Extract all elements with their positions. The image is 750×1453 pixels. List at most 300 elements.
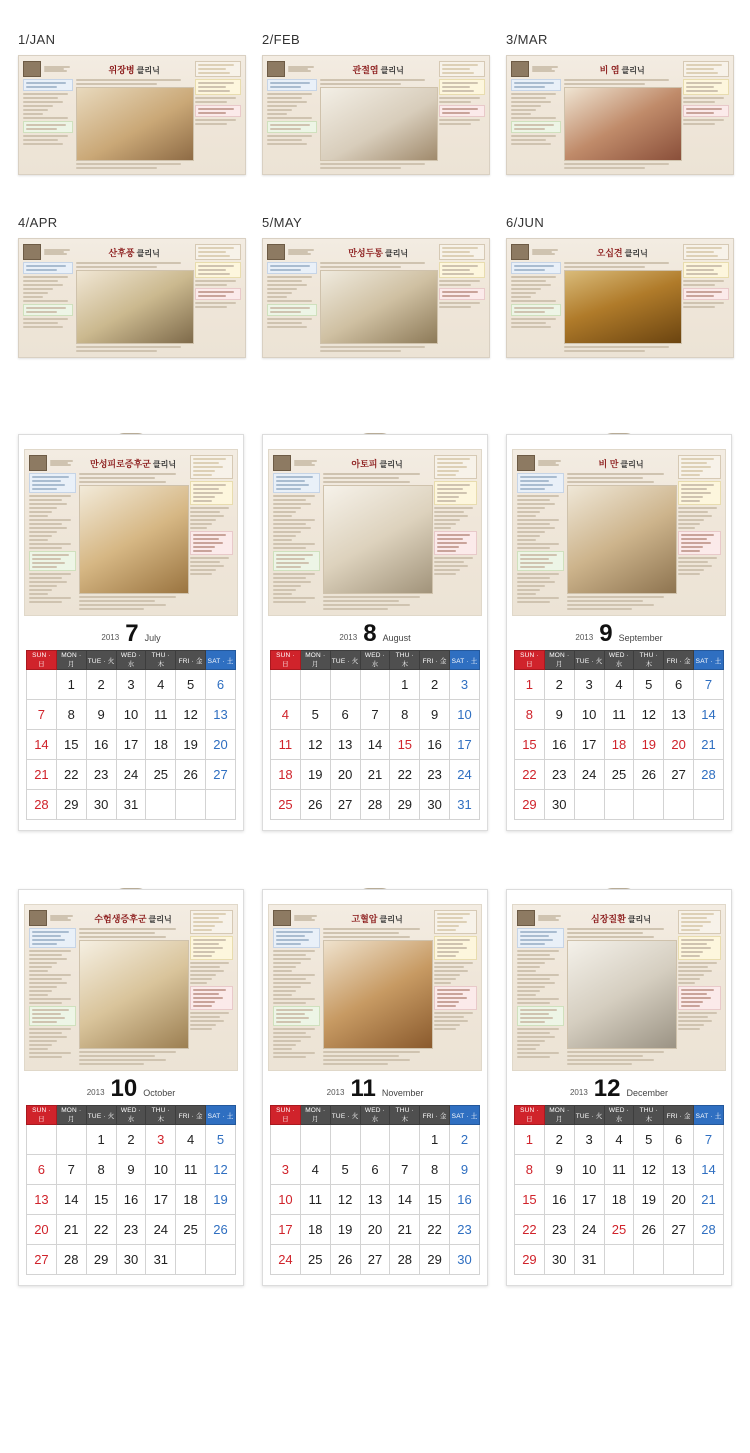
calendar-day-cell[interactable]: 3 [146,1125,176,1155]
calendar-day-cell[interactable]: 18 [146,730,176,760]
calendar-day-cell[interactable]: 24 [574,760,604,790]
calendar-day-cell[interactable] [390,1125,420,1155]
calendar-day-cell[interactable]: 28 [694,1215,724,1245]
calendar-day-cell[interactable] [56,1125,86,1155]
calendar-day-cell[interactable]: 19 [300,760,330,790]
text-line [29,1040,57,1042]
calendar-day-cell[interactable] [360,670,390,700]
thumbnail-month-5[interactable] [262,215,488,358]
calendar-day-cell[interactable] [604,1245,634,1275]
text-line [273,573,315,575]
calendar-day-cell[interactable] [634,790,664,820]
text-line [686,68,714,70]
calendar-day-cell[interactable]: 15 [515,730,545,760]
calendar-day-cell[interactable]: 25 [604,760,634,790]
calendar-day-cell[interactable]: 4 [146,670,176,700]
calendar-day-cell[interactable]: 14 [27,730,57,760]
calendar-day-cell[interactable]: 14 [694,1155,724,1185]
calendar-month-12[interactable] [506,889,732,1286]
calendar-day-cell[interactable]: 26 [330,1245,360,1275]
calendar-day-cell[interactable]: 13 [664,700,694,730]
calendar-day-cell[interactable]: 6 [330,700,360,730]
thumbnail-month-2[interactable] [262,32,488,175]
calendar-day-cell[interactable]: 9 [116,1155,146,1185]
calendar-day-cell[interactable]: 12 [176,700,206,730]
text-line [442,265,478,267]
calendar-month-8[interactable] [262,434,488,831]
calendar-day-cell[interactable]: 12 [634,700,664,730]
calendar-day-cell[interactable]: 12 [206,1155,236,1185]
calendar-day-cell[interactable] [27,1125,57,1155]
calendar-month-9[interactable] [506,434,732,831]
calendar-day-cell[interactable]: 22 [515,1215,545,1245]
calendar-day-cell[interactable] [664,1245,694,1275]
calendar-day-cell[interactable]: 29 [56,790,86,820]
calendar-day-cell[interactable]: 28 [694,760,724,790]
calendar-day-cell[interactable]: 25 [271,790,301,820]
calendar-day-cell[interactable]: 26 [634,760,664,790]
calendar-day-cell[interactable] [27,670,57,700]
calendar-day-cell[interactable]: 2 [544,1125,574,1155]
calendar-day-cell[interactable]: 1 [390,670,420,700]
calendar-day-cell[interactable]: 21 [694,730,724,760]
text-line [29,986,57,988]
calendar-day-cell[interactable]: 31 [574,1245,604,1275]
calendar-day-cell[interactable]: 5 [206,1125,236,1155]
calendar-day-cell[interactable]: 7 [27,700,57,730]
calendar-day-cell[interactable]: 9 [86,700,116,730]
calendar-day-cell[interactable] [694,790,724,820]
calendar-day-cell[interactable]: 29 [390,790,420,820]
text-line [511,109,536,111]
calendar-month-7[interactable] [18,434,244,831]
calendar-day-cell[interactable]: 22 [390,760,420,790]
poster-title-row [323,910,431,926]
text-line [514,311,545,313]
calendar-day-cell[interactable]: 6 [360,1155,390,1185]
poster-center-column [323,455,431,610]
calendar-day-cell[interactable]: 14 [390,1185,420,1215]
calendar-day-cell[interactable] [300,670,330,700]
calendar-day-cell[interactable]: 4 [176,1125,206,1155]
calendar-day-cell[interactable]: 30 [86,790,116,820]
calendar-day-cell[interactable]: 3 [574,670,604,700]
calendar-day-cell[interactable]: 10 [146,1155,176,1185]
poster-tip-box [273,551,320,571]
calendar-day-cell[interactable]: 26 [206,1215,236,1245]
calendar-day-cell[interactable]: 24 [271,1245,301,1275]
calendar-day-cell[interactable]: 17 [116,730,146,760]
calendar-day-cell[interactable] [664,790,694,820]
text-line [686,72,718,74]
calendar-day-cell[interactable]: 19 [634,1185,664,1215]
calendar-day-cell[interactable]: 13 [664,1155,694,1185]
text-line [79,473,176,475]
calendar-day-cell[interactable] [146,790,176,820]
calendar-day-cell[interactable]: 4 [271,700,301,730]
calendar-day-cell[interactable]: 25 [146,760,176,790]
calendar-day-cell[interactable]: 16 [544,730,574,760]
calendar-day-cell[interactable]: 1 [86,1125,116,1155]
text-line [190,557,229,559]
poster-left-column [29,910,76,1065]
calendar-day-cell[interactable] [176,1245,206,1275]
calendar-day-cell[interactable]: 11 [146,700,176,730]
calendar-day-cell[interactable]: 2 [86,670,116,700]
calendar-day-cell[interactable]: 7 [360,700,390,730]
poster-author-block [517,455,564,471]
calendar-day-cell[interactable]: 15 [390,730,420,760]
calendar-day-cell[interactable]: 12 [330,1185,360,1215]
calendar-day-cell[interactable]: 11 [604,700,634,730]
calendar-day-cell[interactable]: 20 [330,760,360,790]
calendar-day-cell[interactable]: 19 [206,1185,236,1215]
text-line [29,543,71,545]
text-line [270,307,310,309]
poster-side-box-yellow [195,262,241,278]
calendar-day-cell[interactable]: 10 [450,700,480,730]
calendar-day-cell[interactable]: 15 [86,1185,116,1215]
calendar-day-cell[interactable]: 21 [390,1215,420,1245]
calendar-day-cell[interactable]: 11 [176,1155,206,1185]
calendar-day-cell[interactable]: 4 [604,670,634,700]
calendar-day-cell[interactable]: 10 [271,1185,301,1215]
calendar-day-cell[interactable]: 2 [420,670,450,700]
calendar-day-cell[interactable]: 6 [664,1125,694,1155]
text-line [683,302,724,304]
text-line [439,123,471,125]
calendar-day-cell[interactable]: 19 [176,730,206,760]
calendar-day-cell[interactable]: 10 [574,700,604,730]
calendar-day-cell[interactable]: 6 [27,1155,57,1185]
calendar-day-cell[interactable]: 16 [450,1185,480,1215]
calendar-day-cell[interactable]: 15 [56,730,86,760]
poster-author-block [517,910,564,926]
calendar-day-cell[interactable]: 29 [86,1245,116,1275]
weekday-header-6: SAT · 土 [450,1106,480,1125]
text-line [683,101,715,103]
text-line [190,573,211,575]
calendar-day-cell[interactable]: 14 [360,730,390,760]
calendar-day-cell[interactable]: 6 [664,670,694,700]
calendar-day-cell[interactable]: 13 [360,1185,390,1215]
calendar-day-cell[interactable] [634,1245,664,1275]
calendar-day-cell[interactable]: 27 [360,1245,390,1275]
calendar-day-cell[interactable]: 29 [515,1245,545,1275]
calendar-day-cell[interactable] [694,1245,724,1275]
poster-tip-box [511,304,561,316]
calendar-day-cell[interactable]: 22 [56,760,86,790]
text-line [439,101,471,103]
calendar-day-cell[interactable]: 10 [574,1155,604,1185]
calendar-day-cell[interactable]: 19 [330,1215,360,1245]
calendar-day-cell[interactable]: 21 [27,760,57,790]
calendar-day-cell[interactable]: 30 [116,1245,146,1275]
calendar-day-cell[interactable]: 21 [694,1185,724,1215]
calendar-day-cell[interactable]: 16 [86,730,116,760]
text-line [434,1024,460,1026]
calendar-day-cell[interactable]: 23 [420,760,450,790]
calendar-day-cell[interactable]: 9 [450,1155,480,1185]
calendar-day-cell[interactable] [300,1125,330,1155]
calendar-day-cell[interactable]: 17 [450,730,480,760]
calendar-day-cell[interactable]: 29 [515,790,545,820]
calendar-day-cell[interactable]: 8 [515,1155,545,1185]
calendar-day-cell[interactable]: 12 [634,1155,664,1185]
text-line [273,547,306,549]
text-line [678,573,699,575]
text-line [532,253,555,255]
text-line [511,318,556,320]
calendar-header-row [27,651,236,670]
calendar-day-cell[interactable] [206,790,236,820]
calendar-day-cell[interactable]: 5 [176,670,206,700]
calendar-week-row [27,1125,236,1155]
calendar-day-cell[interactable]: 13 [330,730,360,760]
calendar-day-cell[interactable]: 18 [300,1215,330,1245]
calendar-day-cell[interactable]: 14 [56,1185,86,1215]
calendar-day-cell[interactable]: 20 [360,1215,390,1245]
calendar-day-cell[interactable]: 29 [420,1245,450,1275]
text-line [276,939,309,941]
text-line [29,950,71,952]
weekday-header-1: MON · 月 [300,651,330,670]
calendar-day-cell[interactable]: 5 [330,1155,360,1185]
text-line [442,273,474,275]
text-line [29,507,57,509]
thumbnail-month-3[interactable] [506,32,732,175]
text-line [193,917,219,919]
calendar-day-cell[interactable]: 3 [116,670,146,700]
poster-tip-box [517,1006,564,1026]
calendar-day-cell[interactable]: 18 [604,1185,634,1215]
calendar-day-cell[interactable]: 6 [206,670,236,700]
text-line [270,128,301,130]
doctor-photo [23,61,41,77]
calendar-day-cell[interactable]: 7 [390,1155,420,1185]
calendar-day-cell[interactable]: 1 [515,670,545,700]
calendar-day-cell[interactable]: 9 [544,1155,574,1185]
calendar-day-cell[interactable]: 24 [146,1215,176,1245]
text-line [681,955,699,957]
text-line [29,1052,71,1054]
text-line [198,112,226,114]
poster-photo [320,87,438,161]
calendar-day-cell[interactable]: 27 [330,790,360,820]
text-line [193,538,219,540]
text-line [439,306,471,308]
text-line [276,943,301,945]
calendar-day-cell[interactable]: 16 [420,730,450,760]
calendar-day-cell[interactable]: 11 [604,1155,634,1185]
text-line [32,488,57,490]
calendar-day-cell[interactable]: 17 [271,1215,301,1245]
weekday-header-3: WED · 水 [604,1106,634,1125]
thumbnail-month-6[interactable] [506,215,732,358]
text-line [267,101,307,103]
calendar-day-cell[interactable]: 5 [634,1125,664,1155]
calendar-day-cell[interactable]: 9 [420,700,450,730]
calendar-day-cell[interactable]: 17 [146,1185,176,1215]
poster-title: 고혈압 클리닉 [351,913,403,924]
calendar-day-cell[interactable]: 4 [300,1155,330,1185]
calendar-day-cell[interactable]: 27 [664,760,694,790]
calendar-table [270,650,480,820]
text-line [29,990,52,992]
calendar-day-cell[interactable]: 4 [604,1125,634,1155]
calendar-day-cell[interactable]: 24 [116,760,146,790]
text-line [193,1001,215,1003]
calendar-day-cell[interactable]: 31 [450,790,480,820]
calendar-day-cell[interactable]: 2 [450,1125,480,1155]
calendar-day-cell[interactable]: 25 [300,1245,330,1275]
calendar-day-cell[interactable]: 16 [544,1185,574,1215]
calendar-day-cell[interactable]: 5 [300,700,330,730]
calendar-day-cell[interactable]: 9 [544,700,574,730]
calendar-day-cell[interactable]: 1 [56,670,86,700]
calendar-day-cell[interactable]: 27 [27,1245,57,1275]
text-line [26,124,66,126]
calendar-day-cell[interactable]: 30 [544,1245,574,1275]
text-line [323,928,420,930]
calendar-day-cell[interactable]: 23 [544,760,574,790]
calendar-day-cell[interactable]: 21 [360,760,390,790]
calendar-month-header [19,1071,243,1105]
calendar-day-cell[interactable]: 25 [604,1215,634,1245]
calendar-day-cell[interactable]: 19 [634,730,664,760]
calendar-day-cell[interactable]: 15 [420,1185,450,1215]
calendar-day-cell[interactable]: 20 [664,1185,694,1215]
calendar-day-cell[interactable]: 31 [146,1245,176,1275]
calendar-day-cell[interactable]: 8 [86,1155,116,1185]
calendar-day-cell[interactable] [604,790,634,820]
text-line [517,543,559,545]
calendar-day-cell[interactable]: 2 [544,670,574,700]
calendar-day-cell[interactable]: 22 [420,1215,450,1245]
calendar-day-cell[interactable] [574,790,604,820]
text-line [678,557,717,559]
calendar-day-cell[interactable]: 7 [56,1155,86,1185]
text-line [76,262,180,264]
calendar-day-cell[interactable]: 23 [116,1215,146,1245]
calendar-months-section [0,416,750,1286]
calendar-day-cell[interactable]: 8 [515,700,545,730]
text-line [193,1005,211,1007]
calendar-day-cell[interactable]: 28 [27,790,57,820]
calendar-day-cell[interactable]: 18 [271,760,301,790]
calendar-day-cell[interactable]: 17 [574,1185,604,1215]
calendar-day-cell[interactable]: 21 [56,1215,86,1245]
text-line [437,492,466,494]
thumbnail-month-4[interactable] [18,215,244,358]
poster-tip-box [29,551,76,571]
calendar-day-cell[interactable]: 1 [515,1125,545,1155]
calendar-month-10[interactable] [18,889,244,1286]
calendar-day-cell[interactable]: 23 [544,1215,574,1245]
thumbnail-month-1[interactable] [18,32,244,175]
calendar-day-cell[interactable]: 20 [206,730,236,760]
calendar-day-cell[interactable]: 24 [450,760,480,790]
calendar-day-cell[interactable]: 16 [116,1185,146,1215]
text-line [29,978,62,980]
text-line [434,1028,455,1030]
calendar-day-cell[interactable]: 8 [420,1155,450,1185]
calendar-day-cell[interactable]: 18 [176,1185,206,1215]
calendar-day-cell[interactable]: 8 [56,700,86,730]
calendar-day-cell[interactable]: 27 [206,760,236,790]
calendar-day-cell[interactable] [176,790,206,820]
calendar-day-cell[interactable]: 30 [450,1245,480,1275]
calendar-day-cell[interactable]: 3 [450,670,480,700]
calendar-day-cell[interactable]: 28 [390,1245,420,1275]
calendar-day-cell[interactable] [271,670,301,700]
calendar-day-cell[interactable]: 31 [116,790,146,820]
calendar-day-cell[interactable]: 13 [206,700,236,730]
calendar-month-header [263,1071,487,1105]
calendar-day-cell[interactable]: 26 [300,790,330,820]
text-line [517,507,545,509]
calendar-day-cell[interactable]: 7 [694,1125,724,1155]
calendar-day-cell[interactable]: 20 [664,730,694,760]
calendar-day-cell[interactable]: 10 [116,700,146,730]
calendar-day-cell[interactable]: 12 [300,730,330,760]
calendar-day-cell[interactable]: 25 [176,1215,206,1245]
calendar-day-cell[interactable]: 14 [694,700,724,730]
calendar-day-cell[interactable] [206,1245,236,1275]
calendar-year: 2013 [86,1088,105,1097]
calendar-day-cell[interactable] [330,670,360,700]
text-line [79,1063,144,1065]
calendar-day-cell[interactable]: 28 [56,1245,86,1275]
calendar-day-cell[interactable]: 7 [694,670,724,700]
calendar-day-cell[interactable]: 27 [664,1215,694,1245]
calendar-day-cell[interactable]: 20 [27,1215,57,1245]
text-line [320,262,424,264]
text-line [23,284,63,286]
calendar-day-cell[interactable]: 30 [544,790,574,820]
calendar-day-cell[interactable]: 23 [86,760,116,790]
calendar-day-cell[interactable] [330,1125,360,1155]
calendar-day-cell[interactable]: 11 [300,1185,330,1215]
calendar-day-cell[interactable] [271,1125,301,1155]
calendar-day-cell[interactable]: 23 [450,1215,480,1245]
calendar-day-cell[interactable]: 2 [116,1125,146,1155]
calendar-day-cell[interactable]: 8 [390,700,420,730]
calendar-day-cell[interactable]: 11 [271,730,301,760]
text-line [517,503,555,505]
calendar-day-cell[interactable]: 3 [574,1125,604,1155]
calendar-day-cell[interactable]: 26 [634,1215,664,1245]
calendar-day-cell[interactable]: 28 [360,790,390,820]
calendar-day-cell[interactable] [360,1125,390,1155]
calendar-day-cell[interactable]: 22 [515,760,545,790]
calendar-day-cell[interactable]: 3 [271,1155,301,1185]
calendar-day-cell[interactable]: 26 [176,760,206,790]
calendar-day-cell[interactable]: 5 [634,670,664,700]
calendar-day-cell[interactable]: 1 [420,1125,450,1155]
text-line [23,139,58,141]
text-line [267,326,307,328]
calendar-day-cell[interactable]: 18 [604,730,634,760]
calendar-day-cell[interactable]: 13 [27,1185,57,1215]
calendar-day-cell[interactable]: 24 [574,1215,604,1245]
text-line [198,291,234,293]
calendar-day-cell[interactable]: 22 [86,1215,116,1245]
calendar-day-cell[interactable]: 15 [515,1185,545,1215]
calendar-day-cell[interactable]: 30 [420,790,450,820]
calendar-month-11[interactable] [262,889,488,1286]
calendar-day-cell[interactable]: 17 [574,730,604,760]
